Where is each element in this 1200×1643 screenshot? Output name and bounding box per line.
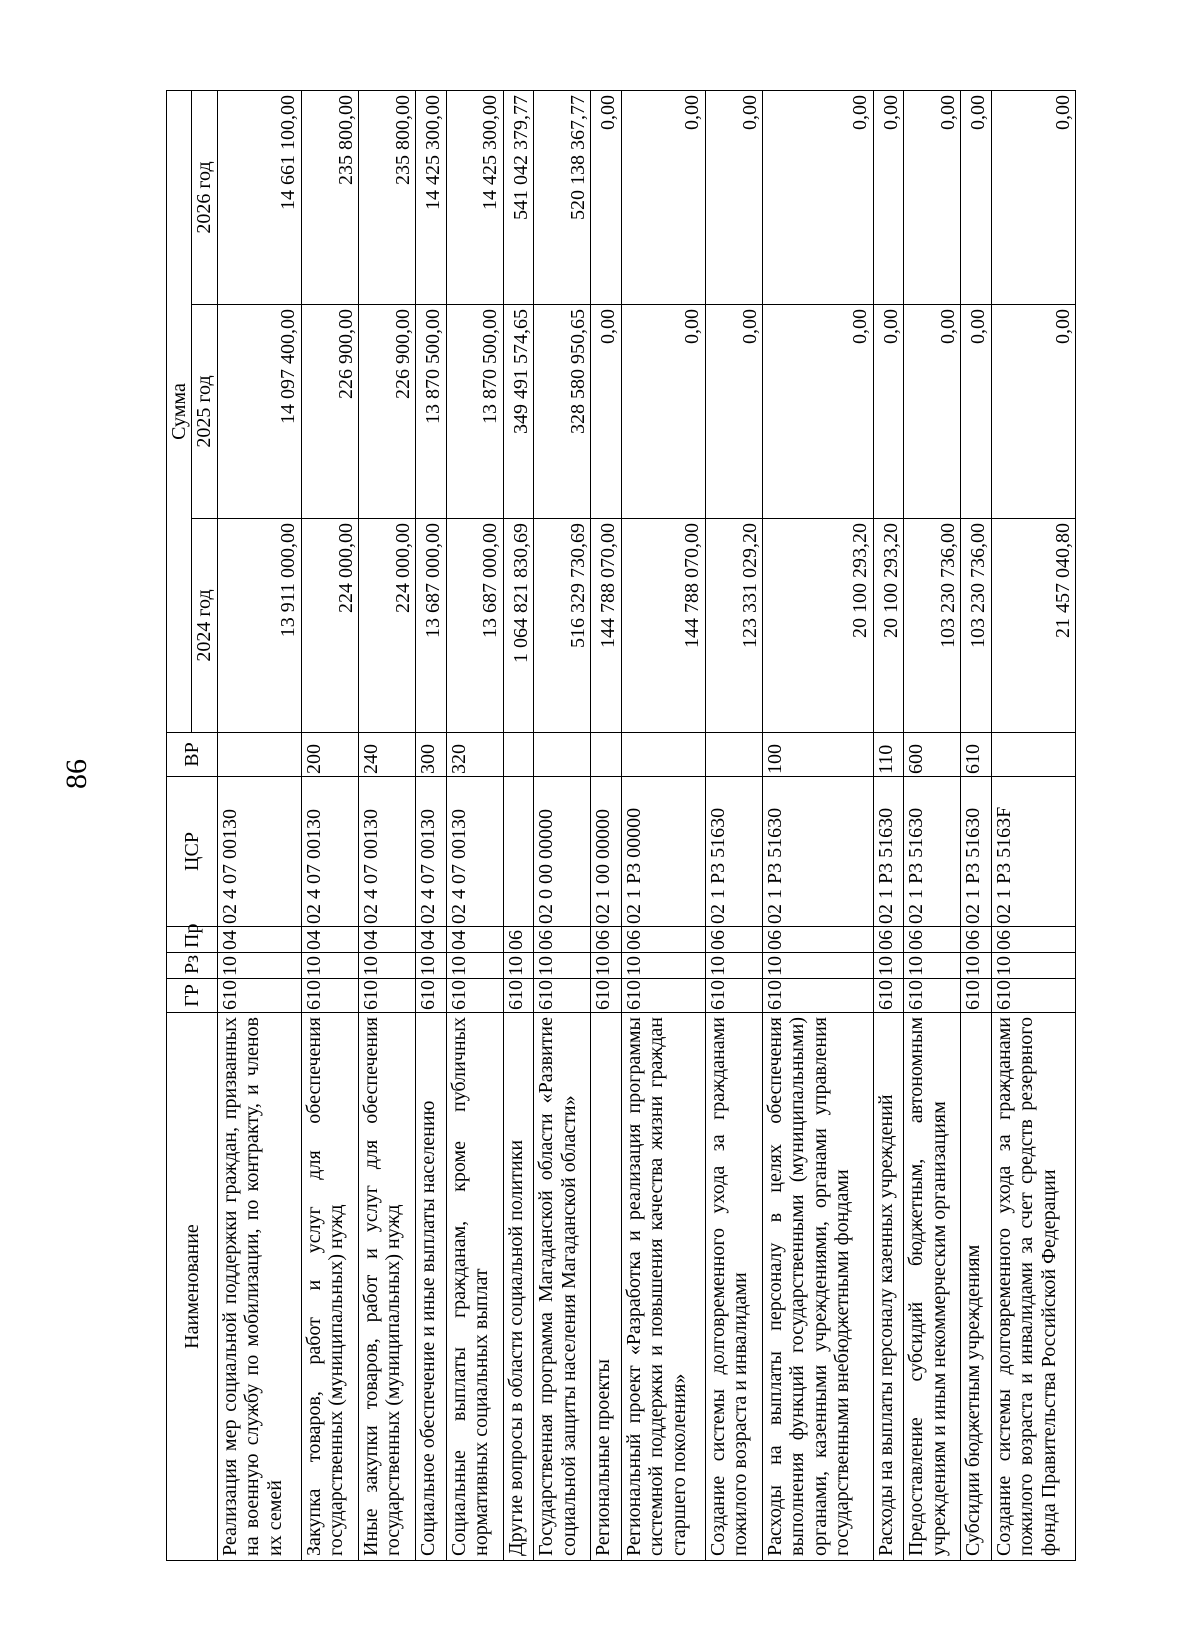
cell-y2025: 226 900,00 — [359, 305, 416, 519]
table-row — [359, 90, 416, 1560]
cell-rz: 10 — [446, 953, 503, 979]
cell-y2025: 0,00 — [991, 305, 1075, 519]
cell-y2026: 0,00 — [873, 90, 903, 304]
cell-y2024: 123 331 029,20 — [705, 519, 762, 733]
cell-gr: 610 — [217, 979, 301, 1013]
cell-name: Социальные выплаты гражданам, кроме публичных нормативных социальных выплат — [446, 1013, 503, 1561]
cell-rz: 10 — [873, 953, 903, 979]
cell-csr: 02 4 07 00130 — [416, 777, 446, 927]
cell-y2025: 226 900,00 — [301, 305, 358, 519]
table-row — [705, 90, 762, 1560]
cell-gr: 610 — [904, 979, 961, 1013]
cell-vr — [991, 733, 1075, 777]
cell-pr: 06 — [904, 927, 961, 953]
table-row — [591, 90, 621, 1560]
table-row — [904, 90, 961, 1560]
cell-rz: 10 — [991, 953, 1075, 979]
cell-vr: 100 — [763, 733, 874, 777]
cell-csr: 02 0 00 00000 — [534, 777, 591, 927]
cell-vr: 300 — [416, 733, 446, 777]
cell-csr: 02 1 P3 51630 — [763, 777, 874, 927]
cell-y2026: 0,00 — [961, 90, 991, 304]
cell-name: Государственная программа Магаданской области «Развитие социальной защиты населения Магаданской области» — [534, 1013, 591, 1561]
cell-y2025: 0,00 — [591, 305, 621, 519]
cell-pr: 06 — [503, 927, 533, 953]
cell-y2024: 1 064 821 830,69 — [503, 519, 533, 733]
header-rz: Рз — [167, 953, 218, 979]
cell-vr: 600 — [904, 733, 961, 777]
cell-rz: 10 — [301, 953, 358, 979]
cell-name: Реализация мер социальной поддержки граждан, призванных на военную службу по мобилизации, по контракту, и членов их семей — [217, 1013, 301, 1561]
cell-rz: 10 — [591, 953, 621, 979]
cell-csr: 02 4 07 00130 — [359, 777, 416, 927]
cell-name: Расходы на выплаты персоналу в целях обеспечения выполнения функций государственными (муниципальными) органами, казенными учреждениями, органами управления государственными внебюджетными фондами — [763, 1013, 874, 1561]
cell-y2026: 520 138 367,77 — [534, 90, 591, 304]
cell-gr: 610 — [301, 979, 358, 1013]
cell-rz: 10 — [621, 953, 705, 979]
cell-gr: 610 — [359, 979, 416, 1013]
cell-pr: 04 — [359, 927, 416, 953]
table-row — [991, 90, 1075, 1560]
table-row — [217, 90, 301, 1560]
cell-pr: 06 — [991, 927, 1075, 953]
cell-gr: 610 — [446, 979, 503, 1013]
cell-csr: 02 1 P3 51630 — [904, 777, 961, 927]
cell-gr: 610 — [705, 979, 762, 1013]
cell-rz: 10 — [359, 953, 416, 979]
cell-y2026: 14 425 300,00 — [416, 90, 446, 304]
cell-vr — [503, 733, 533, 777]
cell-name: Создание системы долговременного ухода за гражданами пожилого возраста и инвалидами — [705, 1013, 762, 1561]
cell-gr: 610 — [961, 979, 991, 1013]
cell-y2025: 0,00 — [621, 305, 705, 519]
header-pr: Пр — [167, 927, 218, 953]
cell-y2026: 0,00 — [621, 90, 705, 304]
header-sum: Сумма — [167, 90, 192, 732]
table-row — [873, 90, 903, 1560]
cell-y2025: 14 097 400,00 — [217, 305, 301, 519]
cell-y2024: 103 230 736,00 — [961, 519, 991, 733]
cell-gr: 610 — [763, 979, 874, 1013]
cell-gr: 610 — [534, 979, 591, 1013]
cell-y2024: 224 000,00 — [359, 519, 416, 733]
cell-pr: 06 — [591, 927, 621, 953]
cell-name: Создание системы долговременного ухода за гражданами пожилого возраста и инвалидами за счет средств резервного фонда Правительства Российской Федерации — [991, 1013, 1075, 1561]
cell-y2026: 0,00 — [763, 90, 874, 304]
cell-csr: 02 1 P3 00000 — [621, 777, 705, 927]
cell-pr: 06 — [534, 927, 591, 953]
cell-gr: 610 — [991, 979, 1075, 1013]
cell-rz: 10 — [503, 953, 533, 979]
cell-gr: 610 — [416, 979, 446, 1013]
cell-y2024: 20 100 293,20 — [873, 519, 903, 733]
cell-pr: 04 — [301, 927, 358, 953]
cell-name: Региональный проект «Разработка и реализация программы системной поддержки и повышения качества жизни граждан старшего поколения» — [621, 1013, 705, 1561]
cell-vr — [534, 733, 591, 777]
cell-pr: 06 — [621, 927, 705, 953]
cell-y2025: 13 870 500,00 — [416, 305, 446, 519]
table-row — [763, 90, 874, 1560]
header-vr: ВР — [167, 733, 218, 777]
table-row — [446, 90, 503, 1560]
header-2024: 2024 год — [192, 519, 217, 733]
cell-y2026: 235 800,00 — [301, 90, 358, 304]
cell-y2024: 13 687 000,00 — [446, 519, 503, 733]
cell-gr: 610 — [591, 979, 621, 1013]
cell-vr: 610 — [961, 733, 991, 777]
cell-y2026: 0,00 — [991, 90, 1075, 304]
cell-y2026: 14 425 300,00 — [446, 90, 503, 304]
cell-y2026: 0,00 — [591, 90, 621, 304]
cell-name: Субсидии бюджетным учреждениям — [961, 1013, 991, 1561]
cell-name: Социальное обеспечение и иные выплаты населению — [416, 1013, 446, 1561]
header-2025: 2025 год — [192, 305, 217, 519]
header-name: Наименование — [167, 1013, 218, 1561]
table-row — [416, 90, 446, 1560]
cell-y2026: 541 042 379,77 — [503, 90, 533, 304]
table-body — [217, 90, 1075, 1560]
cell-rz: 10 — [763, 953, 874, 979]
cell-y2024: 21 457 040,80 — [991, 519, 1075, 733]
cell-csr: 02 1 00 00000 — [591, 777, 621, 927]
cell-y2024: 103 230 736,00 — [904, 519, 961, 733]
cell-y2024: 224 000,00 — [301, 519, 358, 733]
cell-name: Закупка товаров, работ и услуг для обеспечения государственных (муниципальных) нужд — [301, 1013, 358, 1561]
cell-pr: 06 — [763, 927, 874, 953]
cell-vr — [591, 733, 621, 777]
table-row — [503, 90, 533, 1560]
cell-csr: 02 4 07 00130 — [446, 777, 503, 927]
cell-vr: 110 — [873, 733, 903, 777]
cell-y2025: 0,00 — [763, 305, 874, 519]
cell-y2025: 0,00 — [705, 305, 762, 519]
rotated-table-container — [166, 91, 1076, 1561]
cell-gr: 610 — [503, 979, 533, 1013]
cell-name: Расходы на выплаты персоналу казенных учреждений — [873, 1013, 903, 1561]
cell-y2025: 13 870 500,00 — [446, 305, 503, 519]
cell-y2024: 13 687 000,00 — [416, 519, 446, 733]
cell-name: Другие вопросы в области социальной политики — [503, 1013, 533, 1561]
budget-table — [166, 90, 1076, 1561]
cell-pr: 04 — [446, 927, 503, 953]
page-number: 86 — [60, 759, 93, 789]
cell-vr — [217, 733, 301, 777]
cell-pr: 04 — [217, 927, 301, 953]
cell-name: Иные закупки товаров, работ и услуг для обеспечения государственных (муниципальных) нужд — [359, 1013, 416, 1561]
cell-pr: 06 — [961, 927, 991, 953]
cell-y2025: 0,00 — [873, 305, 903, 519]
header-csr: ЦСР — [167, 777, 218, 927]
cell-y2026: 14 661 100,00 — [217, 90, 301, 304]
cell-y2024: 516 329 730,69 — [534, 519, 591, 733]
table-header — [167, 90, 218, 1560]
cell-vr: 320 — [446, 733, 503, 777]
cell-rz: 10 — [217, 953, 301, 979]
cell-y2026: 0,00 — [904, 90, 961, 304]
cell-rz: 10 — [534, 953, 591, 979]
cell-csr: 02 1 P3 5163F — [991, 777, 1075, 927]
cell-vr — [621, 733, 705, 777]
cell-y2024: 13 911 000,00 — [217, 519, 301, 733]
table-row — [961, 90, 991, 1560]
cell-y2026: 235 800,00 — [359, 90, 416, 304]
header-2026: 2026 год — [192, 90, 217, 304]
cell-vr — [705, 733, 762, 777]
cell-rz: 10 — [961, 953, 991, 979]
cell-csr: 02 1 P3 51630 — [961, 777, 991, 927]
cell-y2024: 144 788 070,00 — [621, 519, 705, 733]
table-row — [621, 90, 705, 1560]
cell-vr: 200 — [301, 733, 358, 777]
cell-rz: 10 — [705, 953, 762, 979]
cell-y2024: 20 100 293,20 — [763, 519, 874, 733]
cell-vr: 240 — [359, 733, 416, 777]
header-gr: ГР — [167, 979, 218, 1013]
cell-pr: 06 — [873, 927, 903, 953]
cell-csr — [503, 777, 533, 927]
cell-gr: 610 — [621, 979, 705, 1013]
cell-pr: 06 — [705, 927, 762, 953]
cell-csr: 02 1 P3 51630 — [705, 777, 762, 927]
cell-csr: 02 1 P3 51630 — [873, 777, 903, 927]
table-row — [534, 90, 591, 1560]
table-row — [301, 90, 358, 1560]
cell-rz: 10 — [416, 953, 446, 979]
cell-name: Предоставление субсидий бюджетным, автономным учреждениям и иным некоммерческим организациям — [904, 1013, 961, 1561]
cell-gr: 610 — [873, 979, 903, 1013]
cell-y2025: 0,00 — [961, 305, 991, 519]
cell-pr: 04 — [416, 927, 446, 953]
cell-y2025: 328 580 950,65 — [534, 305, 591, 519]
cell-csr: 02 4 07 00130 — [217, 777, 301, 927]
cell-y2025: 349 491 574,65 — [503, 305, 533, 519]
cell-rz: 10 — [904, 953, 961, 979]
cell-y2024: 144 788 070,00 — [591, 519, 621, 733]
cell-csr: 02 4 07 00130 — [301, 777, 358, 927]
cell-y2025: 0,00 — [904, 305, 961, 519]
cell-y2026: 0,00 — [705, 90, 762, 304]
cell-name: Региональные проекты — [591, 1013, 621, 1561]
